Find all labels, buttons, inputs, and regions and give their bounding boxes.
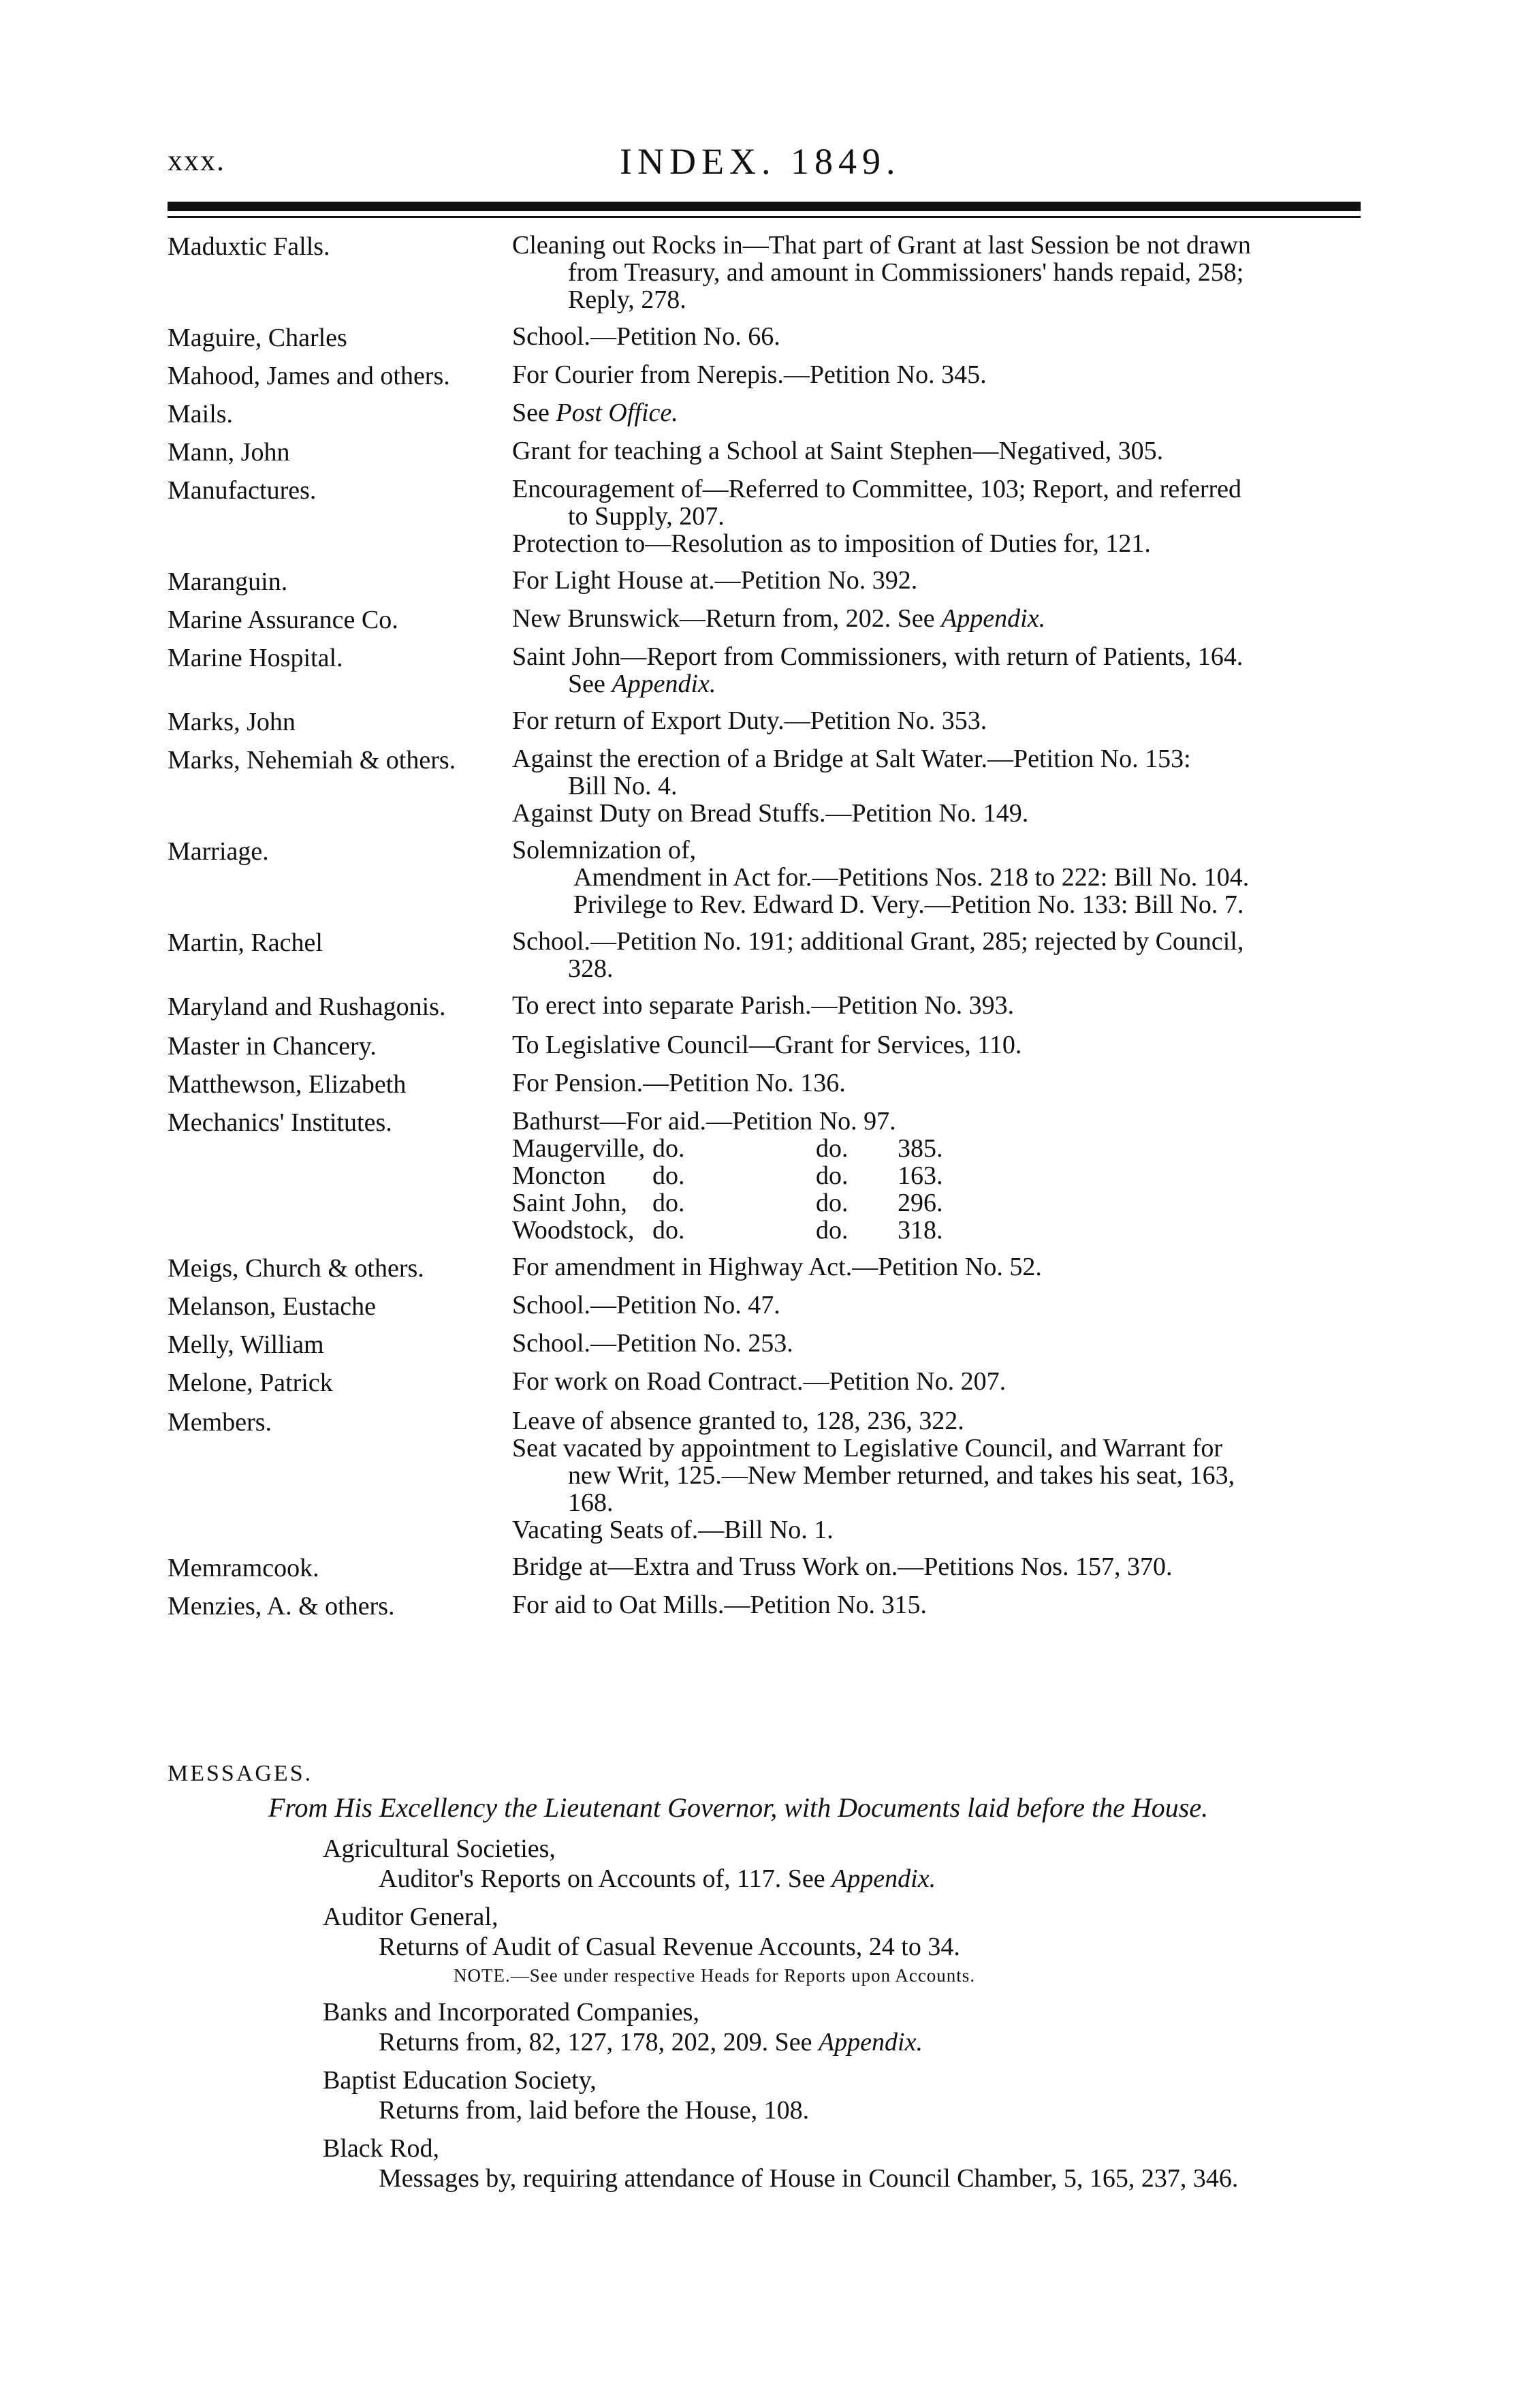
message-item [168,1834,1366,1894]
italic-reference: Appendix. [831,1864,936,1893]
index-entry [168,361,1366,391]
message-head: Auditor General, [323,1903,498,1931]
entry-body [512,1553,1366,1580]
entry-line: For Light House at.—Petition No. 392. [512,566,918,595]
entry-line: Encouragement of—Referred to Committee, 103; Report, and referred [512,475,1241,503]
entry-body [512,1368,1366,1395]
index-entry [168,1292,1366,1322]
table-cell: 296. [898,1189,943,1217]
entry-body [512,1253,1366,1281]
index-entry [168,1407,1366,1544]
header-rule-thin [168,216,1361,218]
entry-body [512,475,1366,557]
entry-name: Master in Chancery. [168,1032,377,1061]
entry-line: For Courier from Nerepis.—Petition No. 345. [512,360,987,389]
entry-name: Mails. [168,400,234,428]
message-head: Black Rod, [323,2134,439,2163]
message-item [168,1902,1366,1989]
entry-name: Memramcook. [168,1554,319,1582]
index-entry [168,707,1366,737]
entry-line: See Appendix. [568,670,716,698]
entry-body [512,437,1366,465]
entry-line: 328. [568,954,614,983]
entry-line: Against the erection of a Bridge at Salt Water.—Petition No. 153: [512,745,1191,773]
message-head: Agricultural Societies, [323,1834,556,1863]
entry-body [512,836,1366,918]
italic-reference: Post Office. [556,398,678,427]
entry-name: Manufactures. [168,476,317,505]
entry-body [512,643,1366,698]
italic-reference: Appendix. [612,670,716,698]
entry-name: Mechanics' Institutes. [168,1108,392,1137]
index-entry [168,475,1366,557]
entry-line: Bill No. 4. [568,772,678,800]
entry-name: Marine Assurance Co. [168,606,398,634]
index-entry [168,1368,1366,1398]
messages-section [168,1757,1366,2193]
message-item [168,2065,1366,2125]
table-cell: Woodstock, [512,1216,635,1245]
entry-body [512,707,1366,734]
entry-name: Members. [168,1408,272,1437]
entry-line: Vacating Seats of.—Bill No. 1. [512,1516,834,1544]
entry-name: Mann, John [168,438,290,467]
entry-line: For work on Road Contract.—Petition No. 207. [512,1367,1007,1396]
table-cell: do. [816,1216,849,1245]
entry-name: Melone, Patrick [168,1369,333,1397]
entry-name: Marks, John [168,708,296,736]
entry-line: new Writ, 125.—New Member returned, and takes his seat, 163, [568,1461,1235,1490]
entry-line: Cleaning out Rocks in—That part of Grant at last Session be not drawn [512,231,1251,260]
table-cell: Saint John, [512,1189,627,1217]
message-head: Baptist Education Society, [323,2066,597,2095]
table-cell: do. [652,1216,685,1245]
table-cell: 318. [898,1216,943,1245]
entry-name: Marks, Nehemiah & others. [168,746,456,775]
entry-name: Marine Hospital. [168,644,343,672]
entry-line: Privilege to Rev. Edward D. Very.—Petition No. 133: Bill No. 7. [573,890,1244,919]
index-entry [168,992,1366,1022]
entry-line: to Supply, 207. [568,502,725,531]
table-cell: do. [816,1161,849,1190]
entry-line: New Brunswick—Return from, 202. See Appendix. [512,604,1046,633]
entry-body [512,605,1366,632]
index-entry [168,437,1366,467]
entry-line: See Post Office. [512,398,678,427]
entry-body [512,1031,1366,1059]
index-entry [168,836,1366,918]
index-entry [168,567,1366,597]
messages-heading: MESSAGES. [168,1761,313,1786]
entry-body [512,361,1366,388]
entry-line: from Treasury, and amount in Commissioners' hands repaid, 258; [568,258,1244,287]
entry-name: Maguire, Charles [168,324,347,352]
entry-name: Melly, William [168,1330,324,1359]
index-entry [168,1069,1366,1099]
message-item [168,2133,1366,2193]
entry-name: Matthewson, Elizabeth [168,1070,407,1099]
table-cell: 163. [898,1161,943,1190]
entry-body [512,1069,1366,1097]
entry-body [512,399,1366,426]
entry-line: Amendment in Act for.—Petitions Nos. 218 to 222: Bill No. 104. [573,863,1250,892]
message-head: Banks and Incorporated Companies, [323,1998,699,2027]
index-entry [168,323,1366,353]
entry-name: Meigs, Church & others. [168,1254,424,1283]
page-number: xxx. [168,144,225,177]
index-entry [168,605,1366,635]
message-detail: Returns of Audit of Casual Revenue Accounts, 24 to 34. [379,1933,960,1961]
entry-name: Maranguin. [168,567,288,596]
entry-line: Leave of absence granted to, 128, 236, 322. [512,1407,964,1435]
institutes-table [512,1108,1366,1244]
index-entry [168,1591,1366,1621]
index-entry [168,232,1366,313]
entry-line: For aid to Oat Mills.—Petition No. 315. [512,1591,928,1619]
entry-body [512,1407,1366,1544]
entry-body [512,232,1366,313]
messages-subheading: From His Excellency the Lieutenant Governor, with Documents laid before the House. [268,1792,1209,1823]
table-cell: do. [816,1189,849,1217]
entry-line: For amendment in Highway Act.—Petition No. 52. [512,1253,1042,1281]
entry-line: For return of Export Duty.—Petition No. 353. [512,706,987,735]
index-entry [168,1031,1366,1061]
italic-reference: Appendix. [941,604,1046,633]
entry-line: School.—Petition No. 66. [512,322,780,351]
index-entry [168,928,1366,982]
italic-reference: Appendix. [818,2028,923,2057]
table-cell: do. [652,1189,685,1217]
entry-body [512,992,1366,1019]
table-cell: do. [652,1134,685,1163]
messages-list [168,1834,1366,2193]
entry-body [512,928,1366,982]
entry-name: Menzies, A. & others. [168,1592,395,1621]
table-cell: do. [816,1134,849,1163]
entry-body [512,1330,1366,1357]
index-entry [168,1553,1366,1583]
entry-name: Marriage. [168,837,269,866]
index-entry [168,1253,1366,1283]
entry-line: To erect into separate Parish.—Petition No. 393. [512,991,1015,1020]
entry-line: Saint John—Report from Commissioners, with return of Patients, 164. [512,642,1243,671]
entry-line: 168. [568,1488,614,1517]
entry-line: For Pension.—Petition No. 136. [512,1069,846,1097]
entry-body [512,1292,1366,1319]
message-detail: Messages by, requiring attendance of House in Council Chamber, 5, 165, 237, 346. [379,2164,1239,2193]
entry-body [512,323,1366,350]
message-detail: Returns from, 82, 127, 178, 202, 209. See Appendix. [379,2028,923,2057]
entry-body [512,1108,1366,1244]
entry-line: Against Duty on Bread Stuffs.—Petition No. 149. [512,799,1029,828]
entry-line: To Legislative Council—Grant for Services, 110. [512,1031,1022,1059]
table-cell: Bathurst—For aid.—Petition No. 97. [512,1107,896,1136]
index-entry [168,399,1366,429]
message-item [168,1997,1366,2057]
entry-name: Mahood, James and others. [168,362,450,390]
entry-line: School.—Petition No. 191; additional Grant, 285; rejected by Council, [512,927,1244,956]
entry-line: Solemnization of, [512,836,697,864]
entry-name: Martin, Rachel [168,928,323,957]
table-cell: 385. [898,1134,943,1163]
index-entry [168,1108,1366,1244]
index-entry [168,745,1366,827]
entry-line: Reply, 278. [568,285,686,314]
table-cell: Moncton [512,1161,606,1190]
table-cell: do. [652,1161,685,1190]
index-entry [168,1330,1366,1360]
entry-body [512,567,1366,594]
index-entry [168,643,1366,698]
entry-body [512,1591,1366,1619]
entry-line: School.—Petition No. 47. [512,1291,780,1319]
entry-name: Maduxtic Falls. [168,232,330,261]
entry-line: Bridge at—Extra and Truss Work on.—Petitions Nos. 157, 370. [512,1552,1173,1581]
entry-body [512,745,1366,827]
entry-line: Grant for teaching a School at Saint Stephen—Negatived, 305. [512,437,1164,465]
entry-line: School.—Petition No. 253. [512,1329,793,1358]
header-rule-thick [168,202,1361,211]
entry-name: Maryland and Rushagonis. [168,992,446,1021]
table-cell: Maugerville, [512,1134,646,1163]
entry-line: Seat vacated by appointment to Legislative Council, and Warrant for [512,1434,1223,1463]
message-detail: Auditor's Reports on Accounts of, 117. See Appendix. [379,1864,936,1893]
index-entries [168,232,1366,1629]
running-head: INDEX. 1849. [620,141,901,182]
entry-line: Protection to—Resolution as to imposition of Duties for, 121. [512,529,1151,558]
message-note: NOTE.—See under respective Heads for Reports upon Accounts. [454,1965,976,1986]
message-detail: Returns from, laid before the House, 108. [379,2096,810,2125]
entry-name: Melanson, Eustache [168,1292,377,1321]
